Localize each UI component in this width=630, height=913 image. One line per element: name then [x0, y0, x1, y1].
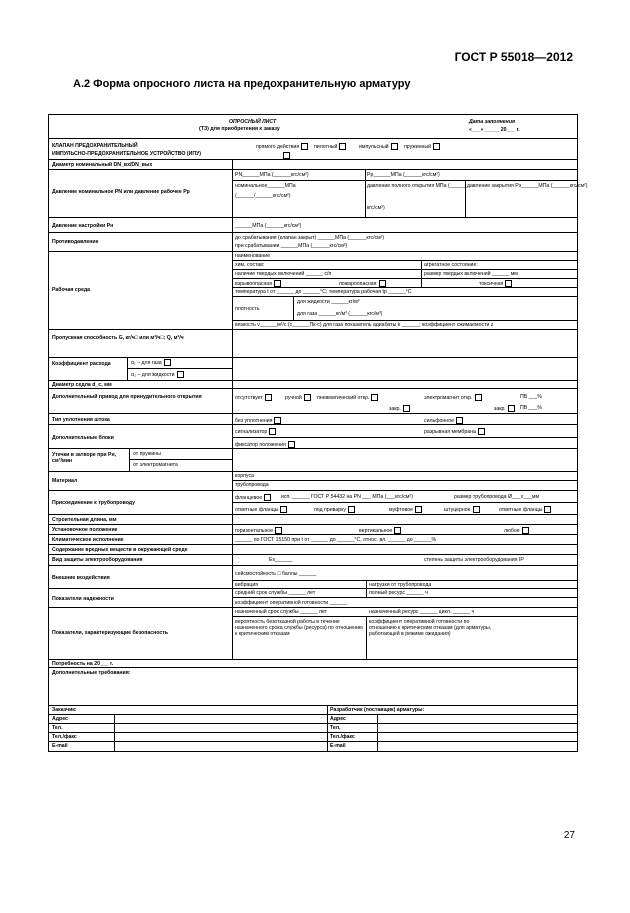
label-external: Внешние воздействия: [52, 575, 110, 581]
label-need: Потребность на 20___ г.: [52, 661, 114, 667]
temperature[interactable]: температура t от ______ до ______°С; температура рабочая tр ______°С: [235, 289, 412, 295]
checkbox-icon: [274, 417, 281, 424]
checkbox-icon: [391, 143, 398, 150]
install-any[interactable]: любое: [504, 527, 529, 534]
checkbox-icon: [522, 527, 529, 534]
checkbox-icon: [265, 394, 272, 401]
install-horizontal[interactable]: горизонтальное: [235, 527, 282, 534]
ext-pipe-load[interactable]: нагрузки от трубопровода: [369, 582, 432, 588]
drive-pneumatic[interactable]: пневматический откр.: [317, 394, 378, 401]
label-seat: Диаметр седла d_с, мм: [52, 382, 112, 388]
label-coef: Коэффициент расхода: [52, 361, 111, 367]
customer-tel: Тел.: [52, 725, 63, 731]
checkbox-icon: [269, 428, 276, 435]
conn-flange-spec[interactable]: исп. ______ ГОСТ Р 54432 на PN ___ МПа (___кгс/см²): [281, 494, 413, 500]
explosive[interactable]: взрывоопасная: [235, 280, 281, 287]
material-body[interactable]: корпуса: [235, 473, 254, 479]
checkbox-icon: [394, 527, 401, 534]
checkbox-icon: [403, 405, 410, 412]
checkbox-icon: [473, 506, 480, 513]
checkbox-icon: [433, 143, 440, 150]
label-safety: Показатели, характеризующие безопасность: [52, 630, 168, 636]
checkbox-icon: [264, 494, 271, 501]
checkbox-icon: [301, 143, 308, 150]
label-pset: Давление настройки Pн: [52, 223, 114, 229]
full-open-kgs: кгс/см²): [367, 205, 385, 211]
block-signal[interactable]: сигнализатор: [235, 428, 276, 435]
climate-value[interactable]: ______ по ГОСТ 15150 при t от ______ до ______°С, относ. вл. ______ до ______%: [235, 537, 437, 543]
checkbox-icon: [348, 506, 355, 513]
label-blocks: Дополнительные блоки: [52, 435, 114, 441]
checkbox-icon: [415, 506, 422, 513]
seal-bellows[interactable]: сильфонное: [424, 417, 463, 424]
medium-name[interactable]: наименование: [235, 253, 271, 259]
checkbox-icon: [456, 417, 463, 424]
developer-email: E-mail: [330, 743, 346, 749]
solid-size[interactable]: размер твердых включений ______ мм: [424, 271, 518, 277]
rel-readiness[interactable]: коэффициент оперативной готовности ______: [235, 600, 347, 606]
checkbox-icon: [505, 280, 512, 287]
customer-label: Заказчик:: [52, 707, 77, 713]
block-membrane[interactable]: разрывная мембрана: [424, 428, 485, 435]
install-vertical[interactable]: вертикальное: [359, 527, 401, 534]
developer-address: Адрес: [330, 716, 346, 722]
label-dn: Диаметр номинальный DN_вх/DN_вых: [52, 162, 153, 168]
date-label: Дата заполнения: [469, 119, 516, 125]
closing-pressure[interactable]: давление закрытия Pз______МПа (______кгс/см²): [467, 183, 588, 189]
label-extra: Дополнительные требования:: [52, 670, 131, 676]
density-label: плотность: [235, 306, 260, 312]
solid-inclusions[interactable]: наличие твердых включений ______ с/п: [235, 271, 332, 277]
date-blank[interactable]: «___» _____ 20___ г.: [469, 127, 520, 133]
safe-readiness: коэффициент оперативной готовности по отношению к критическим отказам (для арматуры, работающей в режиме ожидания): [369, 619, 492, 637]
drive-pneumatic-close[interactable]: закр.: [389, 405, 410, 412]
checkbox-icon: [164, 359, 171, 366]
label-reliability: Показатели надежности: [52, 596, 114, 602]
conn-socket[interactable]: муфтовое: [389, 506, 422, 513]
ext-seismic[interactable]: сейсмостойкость □ баллы ______: [235, 571, 317, 577]
pset-value[interactable]: ______МПа (______кгс/см²): [235, 223, 302, 229]
density-gas[interactable]: для газа ______кг/м³ (______кгс/м³): [297, 311, 383, 317]
conn-flange[interactable]: фланцевое: [235, 494, 271, 501]
checkbox-icon: [478, 428, 485, 435]
label-capacity: Пропускная способность G, кг/ч□ или м³/ч□; Q, м³/ч: [52, 335, 184, 341]
leak-magnet: от электромагнита: [133, 462, 178, 468]
label-medium: Рабочая среда: [52, 287, 91, 293]
expl-ip[interactable]: степень защиты электрооборудования IP: [424, 557, 524, 563]
expl-ex[interactable]: Ех______: [269, 557, 293, 563]
option-spring[interactable]: пружинный: [404, 143, 440, 150]
flammable[interactable]: пожароопасная: [339, 280, 386, 287]
seal-none[interactable]: без уплотнения: [235, 417, 281, 424]
safe-lifetime[interactable]: назначенный срок службы ______ лет: [235, 609, 327, 615]
safe-resource[interactable]: назначенный ресурс ______ цикл. ______ ч: [369, 609, 475, 615]
ext-vibration[interactable]: вибрация: [235, 582, 259, 588]
pn-nominal[interactable]: номинальное______МПа: [235, 183, 296, 189]
conn-mating-flanges-2[interactable]: ответные фланцы: [499, 506, 551, 513]
pn-nominal-kgs[interactable]: (______/______кгс/см²): [235, 193, 291, 199]
density-liquid[interactable]: для жидкости ______кг/м³: [297, 299, 360, 305]
checkbox-icon: [288, 441, 295, 448]
checkbox-icon: [304, 394, 311, 401]
pn-value[interactable]: PN______МПа (______кгс/см²): [235, 172, 309, 178]
checkbox-icon: [339, 143, 346, 150]
page-number: 27: [563, 830, 575, 841]
drive-none[interactable]: отсутствует: [235, 394, 272, 401]
label-seal: Тип уплотнения штока: [52, 417, 110, 423]
rel-lifetime[interactable]: средний срок службы ______ лет: [235, 590, 316, 596]
back-closed[interactable]: до срабатывания (клапан закрыт) ______МПа (______кгс/см²): [235, 235, 385, 241]
questionnaire-form: [48, 114, 588, 752]
conn-nipple[interactable]: штуцерное: [444, 506, 480, 513]
drive-pv-open[interactable]: ПВ ___%: [520, 394, 542, 400]
conn-mating-flanges[interactable]: ответные фланцы: [235, 506, 287, 513]
label-material: Материал: [52, 478, 78, 484]
medium-chem[interactable]: хим. состав:: [235, 262, 265, 268]
rel-resource[interactable]: полный ресурс ______ ч: [369, 590, 428, 596]
back-open[interactable]: при срабатывании ______МПа (______кгс/см²): [235, 243, 348, 249]
label-climate: Климатическое исполнение: [52, 537, 124, 543]
checkbox-icon: [283, 152, 290, 159]
drive-electromagnet-close[interactable]: закр.: [494, 405, 515, 412]
customer-address: Адрес: [52, 716, 68, 722]
drive-pv-close[interactable]: ПВ ___%: [520, 405, 542, 411]
label-harmful: Содержание вредных веществ в окружающей среде: [52, 547, 188, 553]
leak-spring: от пружины: [133, 451, 161, 457]
toxic[interactable]: токсичная: [479, 280, 512, 287]
pr-value[interactable]: Pр______МПа (______кгс/см²): [367, 172, 440, 178]
conn-weld[interactable]: под приварку: [314, 506, 355, 513]
drive-electromagnet[interactable]: электромагнит откр.: [424, 394, 482, 401]
drive-manual[interactable]: ручной: [285, 394, 311, 401]
label-install: Установочное положение: [52, 527, 118, 533]
label-length: Строительная длина, мм: [52, 517, 117, 523]
option-direct[interactable]: прямого действия: [256, 143, 308, 150]
customer-fax: Тел./факс: [52, 734, 77, 740]
medium-state[interactable]: агрегатное состояние:: [424, 262, 478, 268]
developer-tel: Тел.: [330, 725, 341, 731]
full-open-pressure[interactable]: давление полного открытия МПа (______: [367, 183, 467, 189]
section-title: А.2 Форма опросного листа на предохранительную арматуру: [73, 78, 411, 90]
label-drive: Дополнительный привод для принудительного открытия: [52, 394, 202, 400]
label-explosion: Вид защиты электрооборудования: [52, 557, 143, 563]
checkbox-icon: [371, 394, 378, 401]
block-lock[interactable]: фиксатор положения: [235, 441, 295, 448]
checkbox-icon: [475, 394, 482, 401]
customer-email: E-mail: [52, 743, 68, 749]
conn-pipe-size[interactable]: размер трубопровода Ø___х___мм: [454, 494, 540, 500]
label-leak: Утечки в затворе при Pн, см³/мин: [52, 452, 117, 464]
viscosity[interactable]: вязкость ν______м²/с (с______Пк·с) для газа показатель адиабаты k ______; коэффициент сжимаемости z: [235, 322, 494, 328]
coef-gas[interactable]: α₁ – для газа: [131, 359, 171, 366]
checkbox-icon: [379, 280, 386, 287]
standard-number: ГОСТ Р 55018—2012: [454, 50, 573, 64]
label-connection: Присоединение к трубопроводу: [52, 500, 136, 506]
checkbox-icon: [177, 371, 184, 378]
device-label: ИМПУЛЬСНО-ПРЕДОХРАНИТЕЛЬНОЕ УСТРОЙСТВО (ИПУ): [52, 151, 202, 157]
form-subtitle: (ТЗ) для приобретения к заказу: [199, 126, 280, 132]
checkbox-icon: [274, 280, 281, 287]
valve-label: КЛАПАН ПРЕДОХРАНИТЕЛЬНЫЙ: [52, 143, 138, 149]
form-title: ОПРОСНЫЙ ЛИСТ: [229, 119, 277, 125]
label-back: Противодавление: [52, 239, 99, 245]
safe-probability: вероятность безотказной работы в течение назначенного срока службы (ресурса) по отношению к критическим отказам: [235, 619, 363, 637]
developer-fax: Тел./факс: [330, 734, 355, 740]
option-ipu[interactable]: [281, 152, 290, 159]
label-pn: Давление номинальное PN или давление рабочее Pр: [52, 189, 190, 195]
material-pipe[interactable]: трубопровода: [235, 482, 269, 488]
option-pilot[interactable]: пилотный: [314, 143, 346, 150]
checkbox-icon: [275, 527, 282, 534]
coef-liquid[interactable]: α₂ – для жидкости: [131, 371, 184, 378]
checkbox-icon: [280, 506, 287, 513]
checkbox-icon: [544, 506, 551, 513]
option-pulse[interactable]: импульсный: [359, 143, 398, 150]
checkbox-icon: [508, 405, 515, 412]
developer-label: Разработчик (поставщик) арматуры:: [330, 707, 425, 713]
